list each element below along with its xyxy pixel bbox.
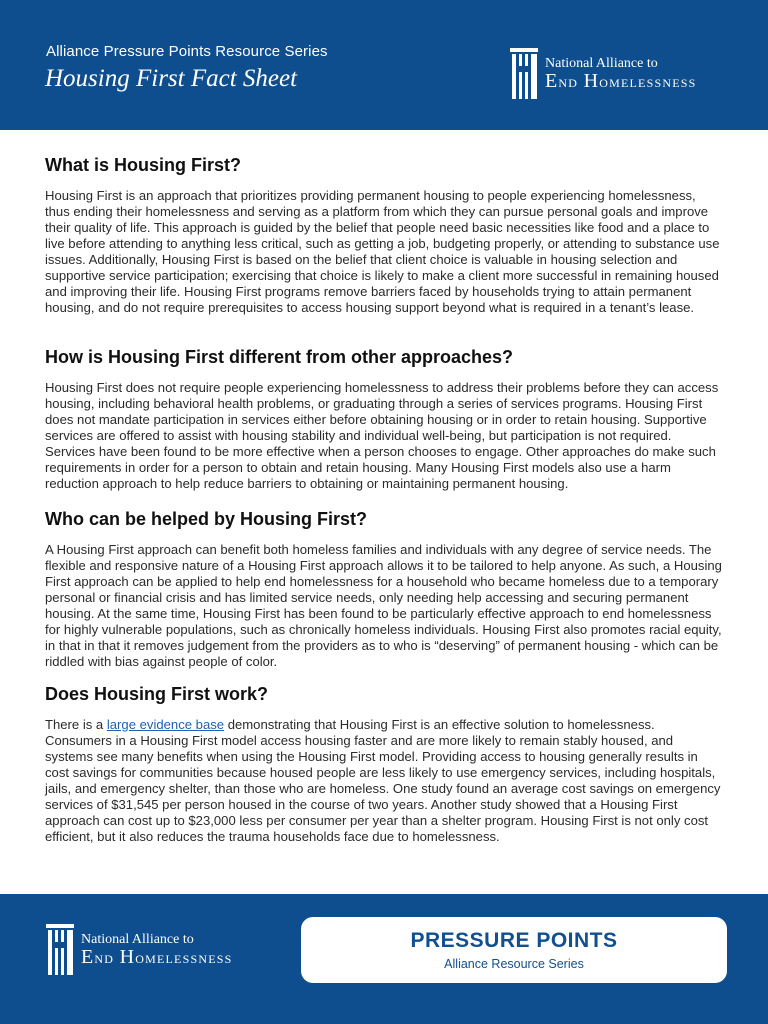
section-how-different [45,347,723,492]
building-column-icon [44,922,76,977]
organization-logo [508,46,696,101]
section-who-helped [45,509,723,670]
logo-line-2: End Homelessness [545,70,697,92]
header-banner [0,0,768,130]
badge-title: PRESSURE POINTS [410,929,618,952]
badge-subtitle: Alliance Resource Series [444,957,584,971]
section-body: Housing First is an approach that prioritizes providing permanent housing to people experiencing homelessness, thus ending their homelessness and serving as a platform from which they can pursue personal goals and improve their quality of life. This approach is guided by the belief that people need basic necessities like food and a place to live before attending to anything less critical, such as getting a job, budgeting properly, or attending to substance use issues. Additionally, Housing First is based on the belief that client choice is valuable in housing selection and supportive service participation; exercising that choice is likely to make a client more successful in remaining housed and improving their life. Housing First programs remove barriers faced by households trying to attain permanent housing, and do not require prerequisites to access housing support beyond what is required in a tenant’s lease. [45,188,720,315]
section-heading: Does Housing First work? [45,684,269,704]
evidence-base-link[interactable]: large evidence base [106,717,225,732]
logo-line-1: National Alliance to [545,56,658,71]
section-what-is [45,155,723,316]
section-body: Housing First does not require people experiencing homelessness to address their problems before they can access housing, including behavioral health problems, or graduating through a series of services programs. Housing First does not mandate participation in services either before obtaining housing or in order to retain housing. Supportive services are offered to assist with housing stability and individual well-being, but participation is not required. Services have been found to be more effective when a person chooses to engage. Other approaches do make such requirements in order for a person to obtain and retain housing. Many Housing First models also use a harm reduction approach to help reduce barriers to obtaining or maintaining permanent housing. [45,380,719,491]
section-body: A Housing First approach can benefit both homeless families and individuals with any degree of service needs. The flexible and responsive nature of a Housing First approach allows it to be tailored to help anyone. As such, a Housing First approach can be applied to help end homelessness for a household who became homeless due to a temporary personal or financial crisis and has limited service needs, only needing help accessing and securing permanent housing. At the same time, Housing First has been found to be particularly effective approach to end homelessness for highly vulnerable populations, such as chronically homeless individuals. Housing First also promotes racial equity, in that in that it removes judgement from the providers as to who is “deserving” of permanent housing - which can be riddled with bias against people of color. [45,542,722,669]
logo-line-1: National Alliance to [81,932,194,947]
section-heading: Who can be helped by Housing First? [45,509,368,529]
logo-line-2: End Homelessness [81,946,233,968]
section-body: There is a large evidence base demonstrating that Housing First is an effective solution to homelessness. Consumers in a Housing First model access housing faster and are more likely to remain stably housed, and systems see many benefits when using the Housing First model. Providing access to housing generally results in cost savings for communities because housed people are less likely to use emergency services, including hospitals, jails, and emergency shelter, than those who are homeless. One study found an average cost savings on emergency services of $31,545 per person housed in the course of two years. Another study showed that a Housing First approach can cost up to $23,000 less per consumer per year than a shelter program. Housing First is not only cost efficient, but it also reduces the trauma households face due to homelessness. [45,717,721,844]
section-heading: What is Housing First? [45,155,241,175]
section-heading: How is Housing First different from other approaches? [45,347,514,367]
series-label: Alliance Pressure Points Resource Series [46,43,328,60]
pressure-points-badge [301,917,727,983]
footer-organization-logo [44,922,232,977]
page-title: Housing First Fact Sheet [45,65,298,92]
building-column-icon [508,46,540,101]
section-does-it-work [45,684,723,845]
